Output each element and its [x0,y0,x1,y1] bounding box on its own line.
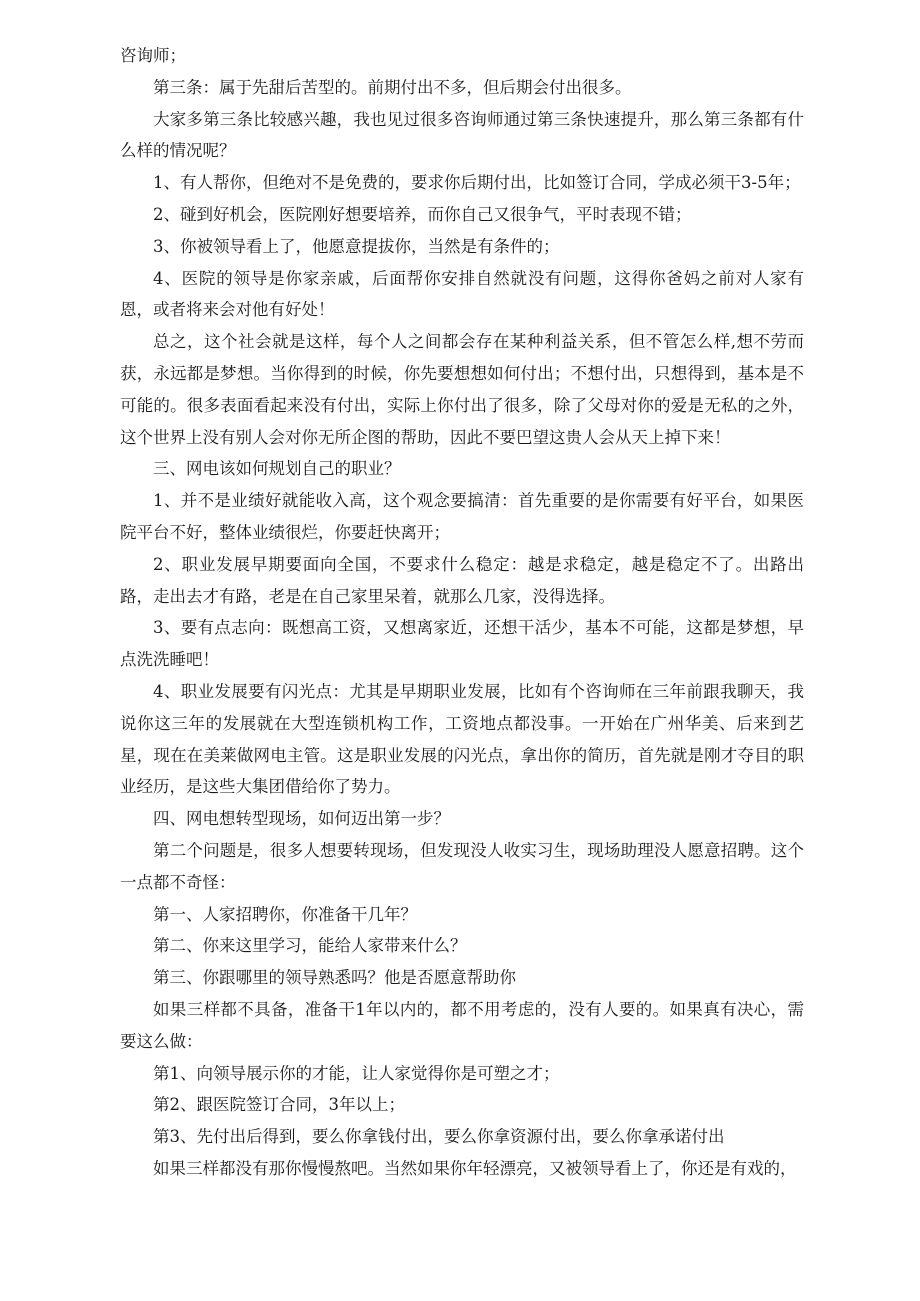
paragraph: 大家多第三条比较感兴趣，我也见过很多咨询师通过第三条快速提升，那么第三条都有什么样的情况呢？ [120,109,804,161]
paragraph: 第1、向领导展示你的才能，让人家觉得你是可塑之才； [153,1063,560,1083]
paragraph: 咨询师； [120,46,186,65]
paragraph: 第三、你跟哪里的领导熟悉吗？他是否愿意帮助你 [153,968,516,988]
paragraph: 第二个问题是，很多人想要转现场，但发现没人收实习生，现场助理没人愿意招聘。这个一点都不奇怪： [120,840,804,892]
paragraph: 第三条：属于先甜后苦型的。前期付出不多，但后期会付出很多。 [153,77,632,97]
paragraph: 1、并不是业绩好就能收入高，这个观念要搞清：首先重要的是你需要有好平台，如果医院平台不好，整体业绩很烂，你要赶快离开； [120,491,804,542]
paragraph: 4、职业发展要有闪光点：尤其是早期职业发展，比如有个咨询师在三年前跟我聊天，我说你这三年的发展就在大型连锁机构工作，工资地点都没事。一开始在广州华美、后来到艺星，现在在美莱做网电主管。这是职业发展的闪光点，拿出你的简历，首先就是刚才夺目的职业经历，是这些大集团借给你了势力。 [120,681,804,797]
section-heading: 四、网电想转型现场，如何迈出第一步？ [153,809,450,829]
document-body [120,40,804,1185]
paragraph: 1、有人帮你，但绝对不是免费的，要求你后期付出，比如签订合同，学成必须干3-5年； [153,173,801,193]
paragraph: 如果三样都没有那你慢慢熬吧。当然如果你年轻漂亮，又被领导看上了，你还是有戏的， [153,1158,797,1178]
paragraph: 4、医院的领导是你家亲戚，后面帮你安排自然就没有问题，这得你爸妈之前对人家有恩，或者将来会对他有好处！ [120,268,804,320]
paragraph: 第3、先付出后得到，要么你拿钱付出，要么你拿资源付出，要么你拿承诺付出 [153,1127,725,1147]
paragraph: 3、你被领导看上了，他愿意提拔你，当然是有条件的； [153,236,560,256]
paragraph: 如果三样都不具备，准备干1年以内的，都不用考虑的，没有人要的。如果真有决心，需要这么做： [120,999,804,1051]
paragraph: 3、要有点志向：既想高工资，又想离家近，还想干活少，基本不可能，这都是梦想，早点洗洗睡吧！ [120,618,804,670]
paragraph: 第一、人家招聘你，你准备干几年？ [153,904,417,924]
paragraph: 2、职业发展早期要面向全国，不要求什么稳定：越是求稳定，越是稳定不了。出路出路，走出去才有路，老是在自己家里呆着，就那么几家，没得选择。 [120,554,804,606]
paragraph: 第2、跟医院签订合同，3年以上； [153,1095,405,1115]
paragraph: 第二、你来这里学习，能给人家带来什么？ [153,936,467,956]
section-heading: 三、网电该如何规划自己的职业？ [153,459,401,479]
paragraph: 总之，这个社会就是这样，每个人之间都会存在某种利益关系，但不管怎么样,想不劳而获，永远都是梦想。当你得到的时候，你先要想想如何付出；不想付出，只想得到，基本是不可能的。很多表面看起来没有付出，实际上你付出了很多，除了父母对你的爱是无私的之外，这个世界上没有别人会对你无所企图的帮助，因此不要巴望这贵人会从天上掉下来！ [120,332,804,447]
paragraph: 2、碰到好机会，医院刚好想要培养，而你自己又很争气，平时表现不错； [153,204,692,224]
